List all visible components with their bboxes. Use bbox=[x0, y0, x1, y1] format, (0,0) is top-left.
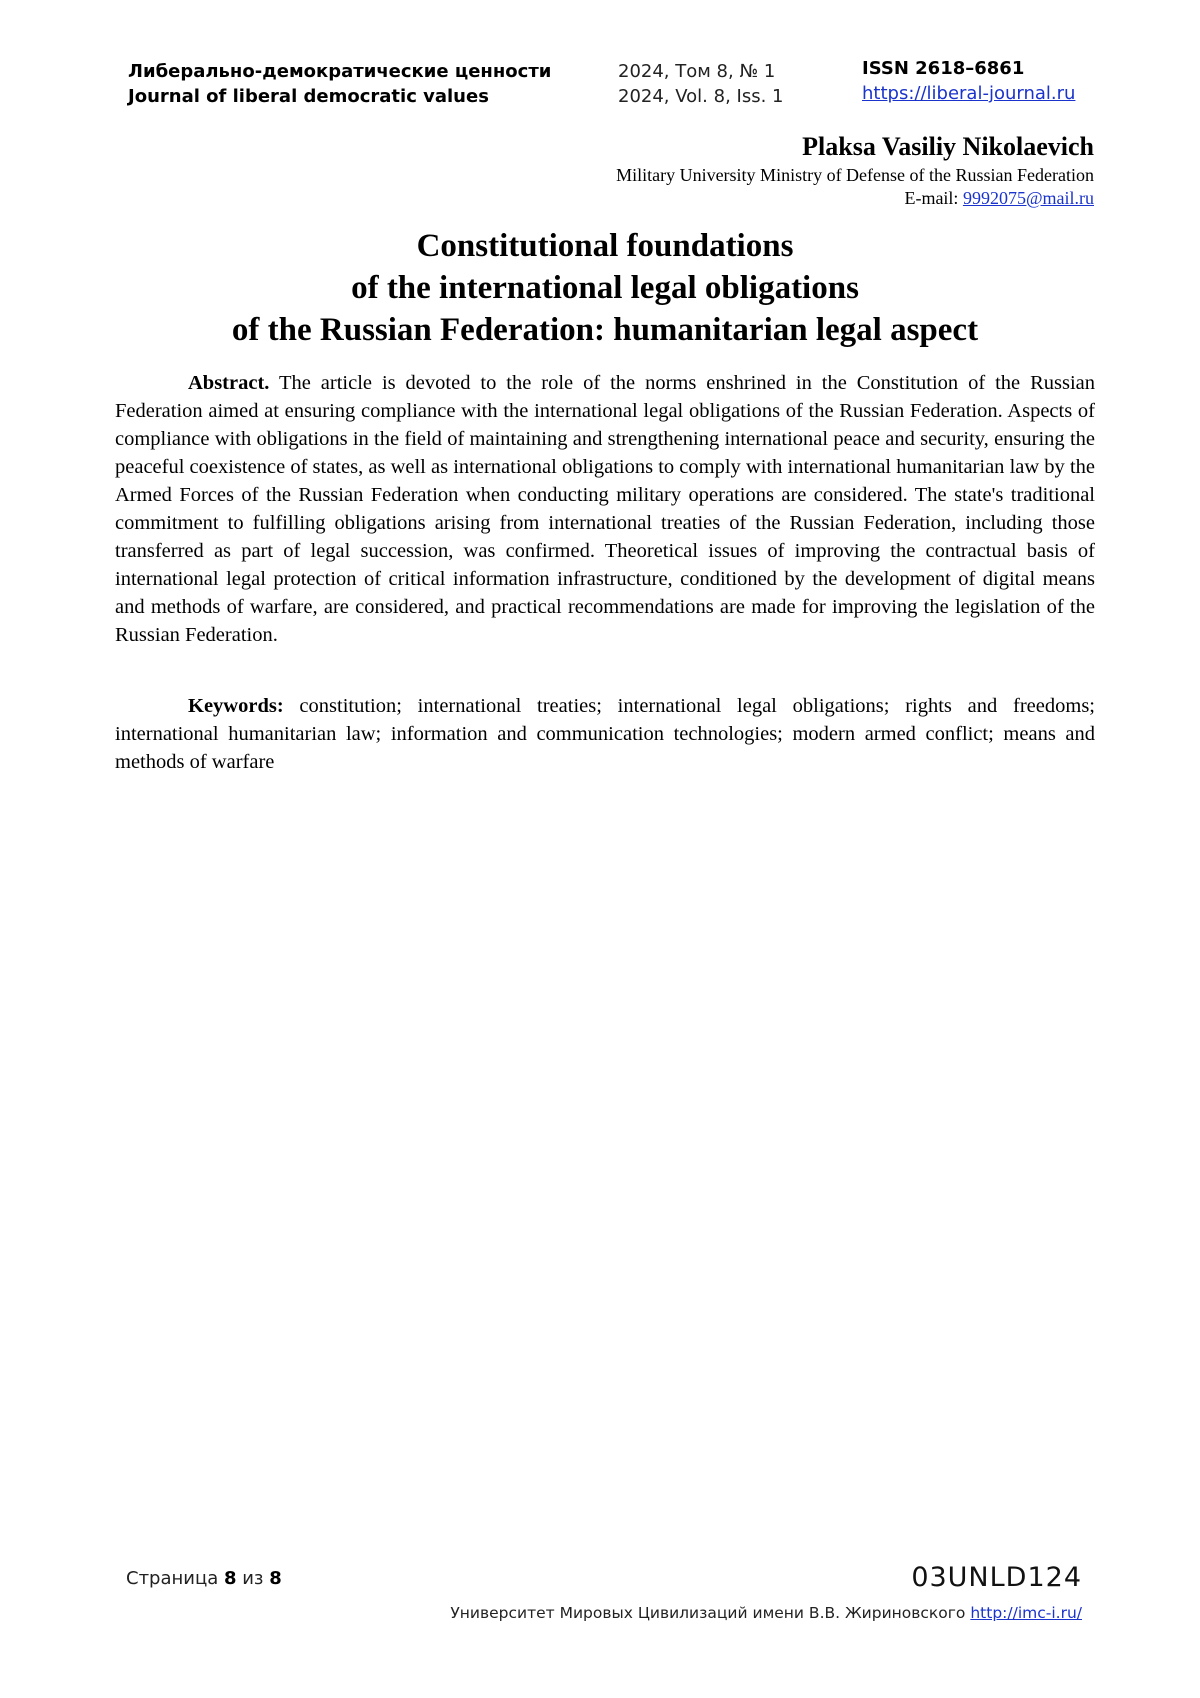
title-line-3: of the Russian Federation: humanitarian legal aspect bbox=[231, 312, 979, 348]
page-prefix: Страница bbox=[126, 1568, 224, 1589]
article-title bbox=[115, 225, 1095, 351]
author-affiliation: Military University Ministry of Defense of the Russian Federation bbox=[616, 165, 1094, 185]
abstract-paragraph bbox=[115, 369, 1095, 649]
article-code: 03UNLD124 bbox=[911, 1562, 1082, 1593]
page-middle: из bbox=[236, 1568, 270, 1589]
journal-title-ru: Либерально-демократические ценности bbox=[128, 61, 552, 82]
university-url-link[interactable]: http://imc-i.ru/ bbox=[970, 1604, 1082, 1622]
university-name: Университет Мировых Цивилизаций имени В.В. Жириновского bbox=[450, 1604, 971, 1622]
page-current: 8 bbox=[223, 1568, 237, 1589]
issue-ru: 2024, Том 8, № 1 bbox=[618, 61, 776, 82]
title-line-2: of the international legal obligations bbox=[351, 270, 859, 306]
keywords-label: Keywords: bbox=[188, 695, 284, 717]
page-total: 8 bbox=[269, 1568, 282, 1589]
issn-block bbox=[862, 56, 1075, 106]
abstract-label: Abstract. bbox=[188, 372, 270, 394]
abstract-text: The article is devoted to the role of the norms enshrined in the Constitution of the Russian Federation aimed at ensuring compliance with the international legal obligations of the Russian Federation. Aspects of compliance with obligations in the field of maintaining and strengthening international peace and security, ensuring the peaceful coexistence of states, as well as international obligations to comply with international humanitarian law by the Armed Forces of the Russian Federation when conducting military operations are considered. The state's traditional commitment to fulfilling obligations arising from international treaties of the Russian Federation, including those transferred as part of legal succession, was confirmed. Theoretical issues of improving the contractual basis of international legal protection of critical information infrastructure, conditioned by the development of digital means and methods of warfare, are considered, and practical recommendations are made for improving the legislation of the Russian Federation. bbox=[115, 372, 1095, 646]
journal-url-link[interactable]: https://liberal-journal.ru bbox=[862, 83, 1076, 104]
issue-info bbox=[618, 59, 783, 109]
university-line bbox=[450, 1604, 1082, 1622]
title-line-1: Constitutional foundations bbox=[416, 228, 794, 264]
author-name: Plaksa Vasiliy Nikolaevich bbox=[802, 132, 1094, 161]
email-label: E-mail: bbox=[904, 188, 963, 208]
page-counter bbox=[126, 1568, 282, 1589]
issn: ISSN 2618–6861 bbox=[862, 58, 1025, 79]
issue-en: 2024, Vol. 8, Iss. 1 bbox=[618, 86, 784, 107]
author-email-line bbox=[616, 187, 1094, 210]
author-email-link[interactable]: 9992075@mail.ru bbox=[962, 188, 1094, 208]
keywords-text: constitution; international treaties; international legal obligations; rights and freedoms; international humanitarian law; information and communication technologies; modern armed conflict; means and methods of warfare bbox=[115, 695, 1095, 773]
keywords-paragraph bbox=[115, 692, 1095, 776]
journal-title-en: Journal of liberal democratic values bbox=[128, 86, 489, 107]
journal-title bbox=[128, 59, 551, 109]
author-block bbox=[616, 130, 1094, 210]
